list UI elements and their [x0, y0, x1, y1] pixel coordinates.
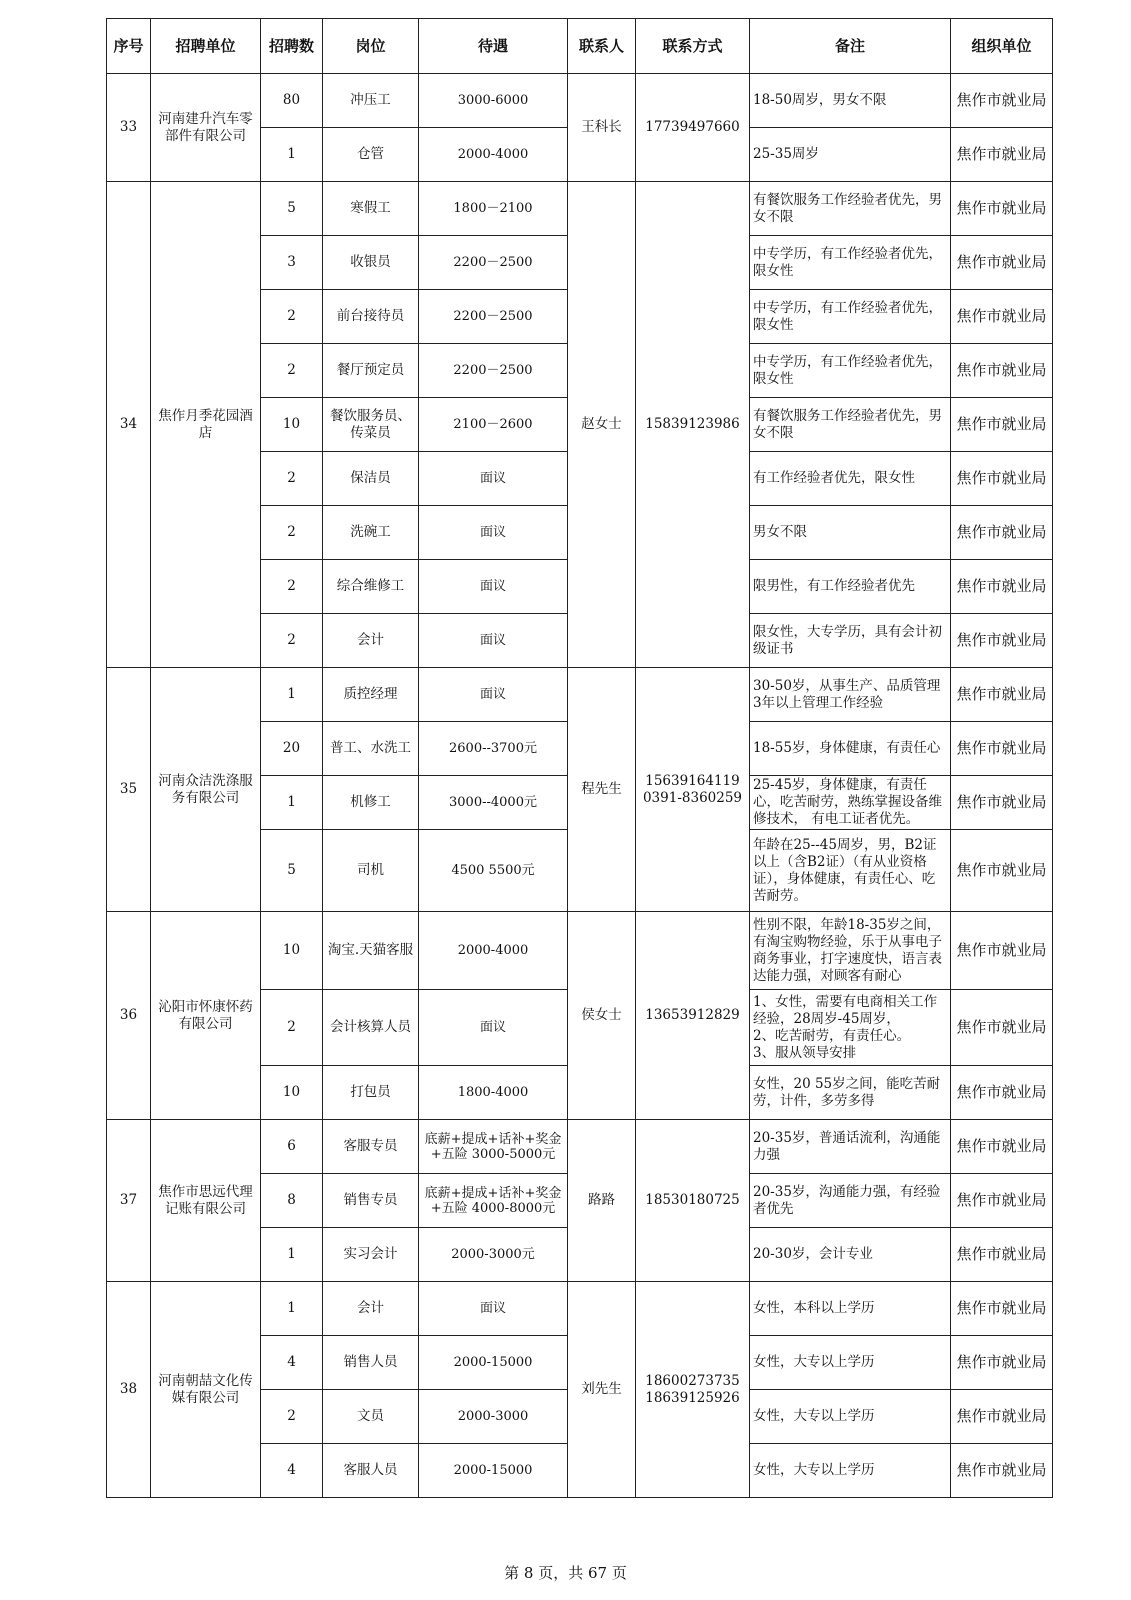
- count-cell: 5: [261, 830, 323, 912]
- position-cell: 冲压工: [323, 74, 419, 128]
- note-text: 有餐饮服务工作经验者优先，男女不限: [753, 191, 942, 225]
- org-cell: 焦作市就业局: [951, 614, 1053, 668]
- note-text: 中专学历，有工作经验者优先，限女性: [753, 299, 942, 333]
- position-cell: 打包员: [323, 1066, 419, 1120]
- note-text: 中专学历，有工作经验者优先，限女性: [753, 245, 942, 279]
- note-cell: [750, 912, 951, 990]
- note-text: 限女性，大专学历，具有会计初级证书: [753, 623, 942, 657]
- note-cell: [750, 452, 951, 506]
- pay-cell: 2200－2500: [419, 344, 568, 398]
- note-text: 25-45岁，身体健康，有责任心，吃苦耐劳，熟练掌握设备维修技术， 有电工证者优先。: [753, 777, 942, 827]
- org-cell: 焦作市就业局: [951, 236, 1053, 290]
- note-cell: [750, 290, 951, 344]
- pay-cell: 面议: [419, 1282, 568, 1336]
- org-cell: 焦作市就业局: [951, 668, 1053, 722]
- seq-cell: 36: [107, 912, 151, 1120]
- job-listing-table: [106, 18, 1053, 1498]
- org-cell: 焦作市就业局: [951, 1390, 1053, 1444]
- pay-cell: 2000-4000: [419, 128, 568, 182]
- position-cell: 销售人员: [323, 1336, 419, 1390]
- note-text: 女性，20 55岁之间，能吃苦耐劳，计件，多劳多得: [753, 1075, 941, 1109]
- pay-cell: 面议: [419, 614, 568, 668]
- count-cell: 1: [261, 668, 323, 722]
- table-row: [107, 182, 1053, 236]
- pay-cell: 2000-15000: [419, 1336, 568, 1390]
- note-text: 有餐饮服务工作经验者优先，男女不限: [753, 407, 942, 441]
- note-cell: [750, 506, 951, 560]
- org-cell: 焦作市就业局: [951, 1336, 1053, 1390]
- pay-cell: 3000--4000元: [419, 776, 568, 830]
- position-cell: 仓管: [323, 128, 419, 182]
- count-cell: 1: [261, 1282, 323, 1336]
- phone-cell: 15839123986: [636, 182, 750, 668]
- note-cell: [750, 182, 951, 236]
- position-cell: 司机: [323, 830, 419, 912]
- org-cell: 焦作市就业局: [951, 74, 1053, 128]
- note-cell: [750, 344, 951, 398]
- seq-cell: 38: [107, 1282, 151, 1498]
- position-cell: 收银员: [323, 236, 419, 290]
- note-text: 20-35岁，沟通能力强，有经验者优先: [753, 1183, 941, 1217]
- org-cell: 焦作市就业局: [951, 1282, 1053, 1336]
- org-cell: 焦作市就业局: [951, 830, 1053, 912]
- org-cell: 焦作市就业局: [951, 398, 1053, 452]
- table-row: [107, 74, 1053, 128]
- note-text: 女性，大专以上学历: [753, 1462, 875, 1478]
- seq-cell: 34: [107, 182, 151, 668]
- position-cell: 客服人员: [323, 1444, 419, 1498]
- header-company: 招聘单位: [151, 19, 261, 74]
- pay-cell: 底薪+提成+话补+奖金+五险 4000-8000元: [419, 1174, 568, 1228]
- contact-cell: 程先生: [568, 668, 636, 912]
- note-cell: [750, 776, 951, 830]
- count-cell: 4: [261, 1336, 323, 1390]
- position-cell: 前台接待员: [323, 290, 419, 344]
- note-cell: [750, 74, 951, 128]
- phone-cell: 18530180725: [636, 1120, 750, 1282]
- table-row: [107, 1120, 1053, 1174]
- note-cell: [750, 1174, 951, 1228]
- note-text: 有工作经验者优先，限女性: [753, 470, 915, 486]
- note-cell: [750, 560, 951, 614]
- org-cell: 焦作市就业局: [951, 1066, 1053, 1120]
- count-cell: 1: [261, 776, 323, 830]
- pay-cell: 2000-3000: [419, 1390, 568, 1444]
- note-cell: [750, 614, 951, 668]
- table-body: [107, 74, 1053, 1498]
- position-cell: 普工、水洗工: [323, 722, 419, 776]
- position-cell: 会计: [323, 1282, 419, 1336]
- org-cell: 焦作市就业局: [951, 290, 1053, 344]
- note-cell: [750, 668, 951, 722]
- note-cell: [750, 1282, 951, 1336]
- note-text: 中专学历，有工作经验者优先，限女性: [753, 353, 942, 387]
- org-cell: 焦作市就业局: [951, 776, 1053, 830]
- count-cell: 1: [261, 1228, 323, 1282]
- contact-cell: 侯女士: [568, 912, 636, 1120]
- position-cell: 客服专员: [323, 1120, 419, 1174]
- note-text: 18-55岁，身体健康，有责任心: [753, 740, 941, 756]
- pay-cell: 2000-3000元: [419, 1228, 568, 1282]
- org-cell: 焦作市就业局: [951, 1174, 1053, 1228]
- header-seq: 序号: [107, 19, 151, 74]
- org-cell: 焦作市就业局: [951, 912, 1053, 990]
- note-text: 女性，大专以上学历: [753, 1354, 875, 1370]
- table-row: [107, 668, 1053, 722]
- position-cell: 餐厅预定员: [323, 344, 419, 398]
- table-row: [107, 912, 1053, 990]
- position-cell: 会计核算人员: [323, 990, 419, 1066]
- phone-cell: 15639164119 0391-8360259: [636, 668, 750, 912]
- company-cell: 焦作月季花园酒店: [151, 182, 261, 668]
- pay-cell: 面议: [419, 506, 568, 560]
- position-cell: 淘宝.天猫客服: [323, 912, 419, 990]
- seq-cell: 37: [107, 1120, 151, 1282]
- pay-cell: 面议: [419, 990, 568, 1066]
- count-cell: 10: [261, 912, 323, 990]
- position-cell: 餐饮服务员、传菜员: [323, 398, 419, 452]
- pay-cell: 面议: [419, 452, 568, 506]
- position-cell: 保洁员: [323, 452, 419, 506]
- count-cell: 2: [261, 1390, 323, 1444]
- header-phone: 联系方式: [636, 19, 750, 74]
- header-position: 岗位: [323, 19, 419, 74]
- note-text: 20-30岁，会计专业: [753, 1246, 873, 1262]
- count-cell: 10: [261, 398, 323, 452]
- company-cell: 河南众洁洗涤服务有限公司: [151, 668, 261, 912]
- note-cell: [750, 722, 951, 776]
- count-cell: 10: [261, 1066, 323, 1120]
- note-text: 18-50周岁，男女不限: [753, 92, 887, 108]
- seq-cell: 35: [107, 668, 151, 912]
- count-cell: 2: [261, 344, 323, 398]
- note-cell: [750, 990, 951, 1066]
- pay-cell: 1800－2100: [419, 182, 568, 236]
- pay-cell: 2000-4000: [419, 912, 568, 990]
- note-cell: [750, 1390, 951, 1444]
- org-cell: 焦作市就业局: [951, 1444, 1053, 1498]
- count-cell: 8: [261, 1174, 323, 1228]
- note-cell: [750, 1336, 951, 1390]
- position-cell: 文员: [323, 1390, 419, 1444]
- count-cell: 5: [261, 182, 323, 236]
- contact-cell: 王科长: [568, 74, 636, 182]
- note-text: 25-35周岁: [753, 146, 819, 162]
- org-cell: 焦作市就业局: [951, 1228, 1053, 1282]
- position-cell: 会计: [323, 614, 419, 668]
- count-cell: 2: [261, 452, 323, 506]
- count-cell: 2: [261, 290, 323, 344]
- position-cell: 洗碗工: [323, 506, 419, 560]
- note-cell: [750, 1228, 951, 1282]
- company-cell: 焦作市思远代理记账有限公司: [151, 1120, 261, 1282]
- phone-cell: 17739497660: [636, 74, 750, 182]
- note-text: 女性，本科以上学历: [753, 1300, 875, 1316]
- org-cell: 焦作市就业局: [951, 506, 1053, 560]
- org-cell: 焦作市就业局: [951, 1120, 1053, 1174]
- pay-cell: 2000-15000: [419, 1444, 568, 1498]
- position-cell: 销售专员: [323, 1174, 419, 1228]
- note-text: 30-50岁，从事生产、品质管理3年以上管理工作经验: [753, 677, 941, 711]
- pay-cell: 3000-6000: [419, 74, 568, 128]
- note-text: 年龄在25--45周岁，男，B2证以上（含B2证）（有从业资格证），身体健康，有责任心、吃苦耐劳。: [753, 836, 937, 904]
- phone-cell: 13653912829: [636, 912, 750, 1120]
- count-cell: 2: [261, 560, 323, 614]
- org-cell: 焦作市就业局: [951, 990, 1053, 1066]
- pay-cell: 2200－2500: [419, 290, 568, 344]
- header-contact: 联系人: [568, 19, 636, 74]
- header-org: 组织单位: [951, 19, 1053, 74]
- org-cell: 焦作市就业局: [951, 128, 1053, 182]
- position-cell: 机修工: [323, 776, 419, 830]
- position-cell: 实习会计: [323, 1228, 419, 1282]
- pay-cell: 4500 5500元: [419, 830, 568, 912]
- note-cell: [750, 398, 951, 452]
- note-text: 男女不限: [753, 524, 807, 540]
- pay-cell: 面议: [419, 560, 568, 614]
- note-cell: [750, 1444, 951, 1498]
- note-text: 性别不限，年龄18-35岁之间，有淘宝购物经验，乐于从事电子商务事业，打字速度快，语言表达能力强，对顾客有耐心: [753, 916, 942, 984]
- note-cell: [750, 830, 951, 912]
- pay-cell: 2200－2500: [419, 236, 568, 290]
- pay-cell: 底薪+提成+话补+奖金+五险 3000-5000元: [419, 1120, 568, 1174]
- org-cell: 焦作市就业局: [951, 344, 1053, 398]
- count-cell: 4: [261, 1444, 323, 1498]
- header-note: 备注: [750, 19, 951, 74]
- position-cell: 综合维修工: [323, 560, 419, 614]
- count-cell: 2: [261, 614, 323, 668]
- header-row: [107, 19, 1053, 74]
- contact-cell: 路路: [568, 1120, 636, 1282]
- count-cell: 6: [261, 1120, 323, 1174]
- table-row: [107, 1282, 1053, 1336]
- header-count: 招聘数: [261, 19, 323, 74]
- count-cell: 2: [261, 506, 323, 560]
- note-cell: [750, 236, 951, 290]
- header-pay: 待遇: [419, 19, 568, 74]
- org-cell: 焦作市就业局: [951, 722, 1053, 776]
- position-cell: 寒假工: [323, 182, 419, 236]
- company-cell: 河南朝喆文化传媒有限公司: [151, 1282, 261, 1498]
- count-cell: 1: [261, 128, 323, 182]
- phone-cell: 18600273735 18639125926: [636, 1282, 750, 1498]
- count-cell: 3: [261, 236, 323, 290]
- pay-cell: 面议: [419, 668, 568, 722]
- org-cell: 焦作市就业局: [951, 182, 1053, 236]
- org-cell: 焦作市就业局: [951, 560, 1053, 614]
- seq-cell: 33: [107, 74, 151, 182]
- note-text: 1、女性，需要有电商相关工作经验，28周岁-45周岁， 2、吃苦耐劳，有责任心。 3、服从领导安排: [753, 993, 938, 1061]
- company-cell: 沁阳市怀康怀药有限公司: [151, 912, 261, 1120]
- note-text: 限男性，有工作经验者优先: [753, 578, 915, 594]
- contact-cell: 赵女士: [568, 182, 636, 668]
- pay-cell: 1800-4000: [419, 1066, 568, 1120]
- position-cell: 质控经理: [323, 668, 419, 722]
- page-footer: 第 8 页，共 67 页: [504, 1564, 627, 1582]
- note-text: 20-35岁，普通话流利，沟通能力强: [753, 1129, 941, 1163]
- org-cell: 焦作市就业局: [951, 452, 1053, 506]
- note-cell: [750, 128, 951, 182]
- note-text: 女性，大专以上学历: [753, 1408, 875, 1424]
- contact-cell: 刘先生: [568, 1282, 636, 1498]
- note-cell: [750, 1066, 951, 1120]
- pay-cell: 2100－2600: [419, 398, 568, 452]
- company-cell: 河南建升汽车零部件有限公司: [151, 74, 261, 182]
- pay-cell: 2600--3700元: [419, 722, 568, 776]
- count-cell: 80: [261, 74, 323, 128]
- count-cell: 20: [261, 722, 323, 776]
- count-cell: 2: [261, 990, 323, 1066]
- note-cell: [750, 1120, 951, 1174]
